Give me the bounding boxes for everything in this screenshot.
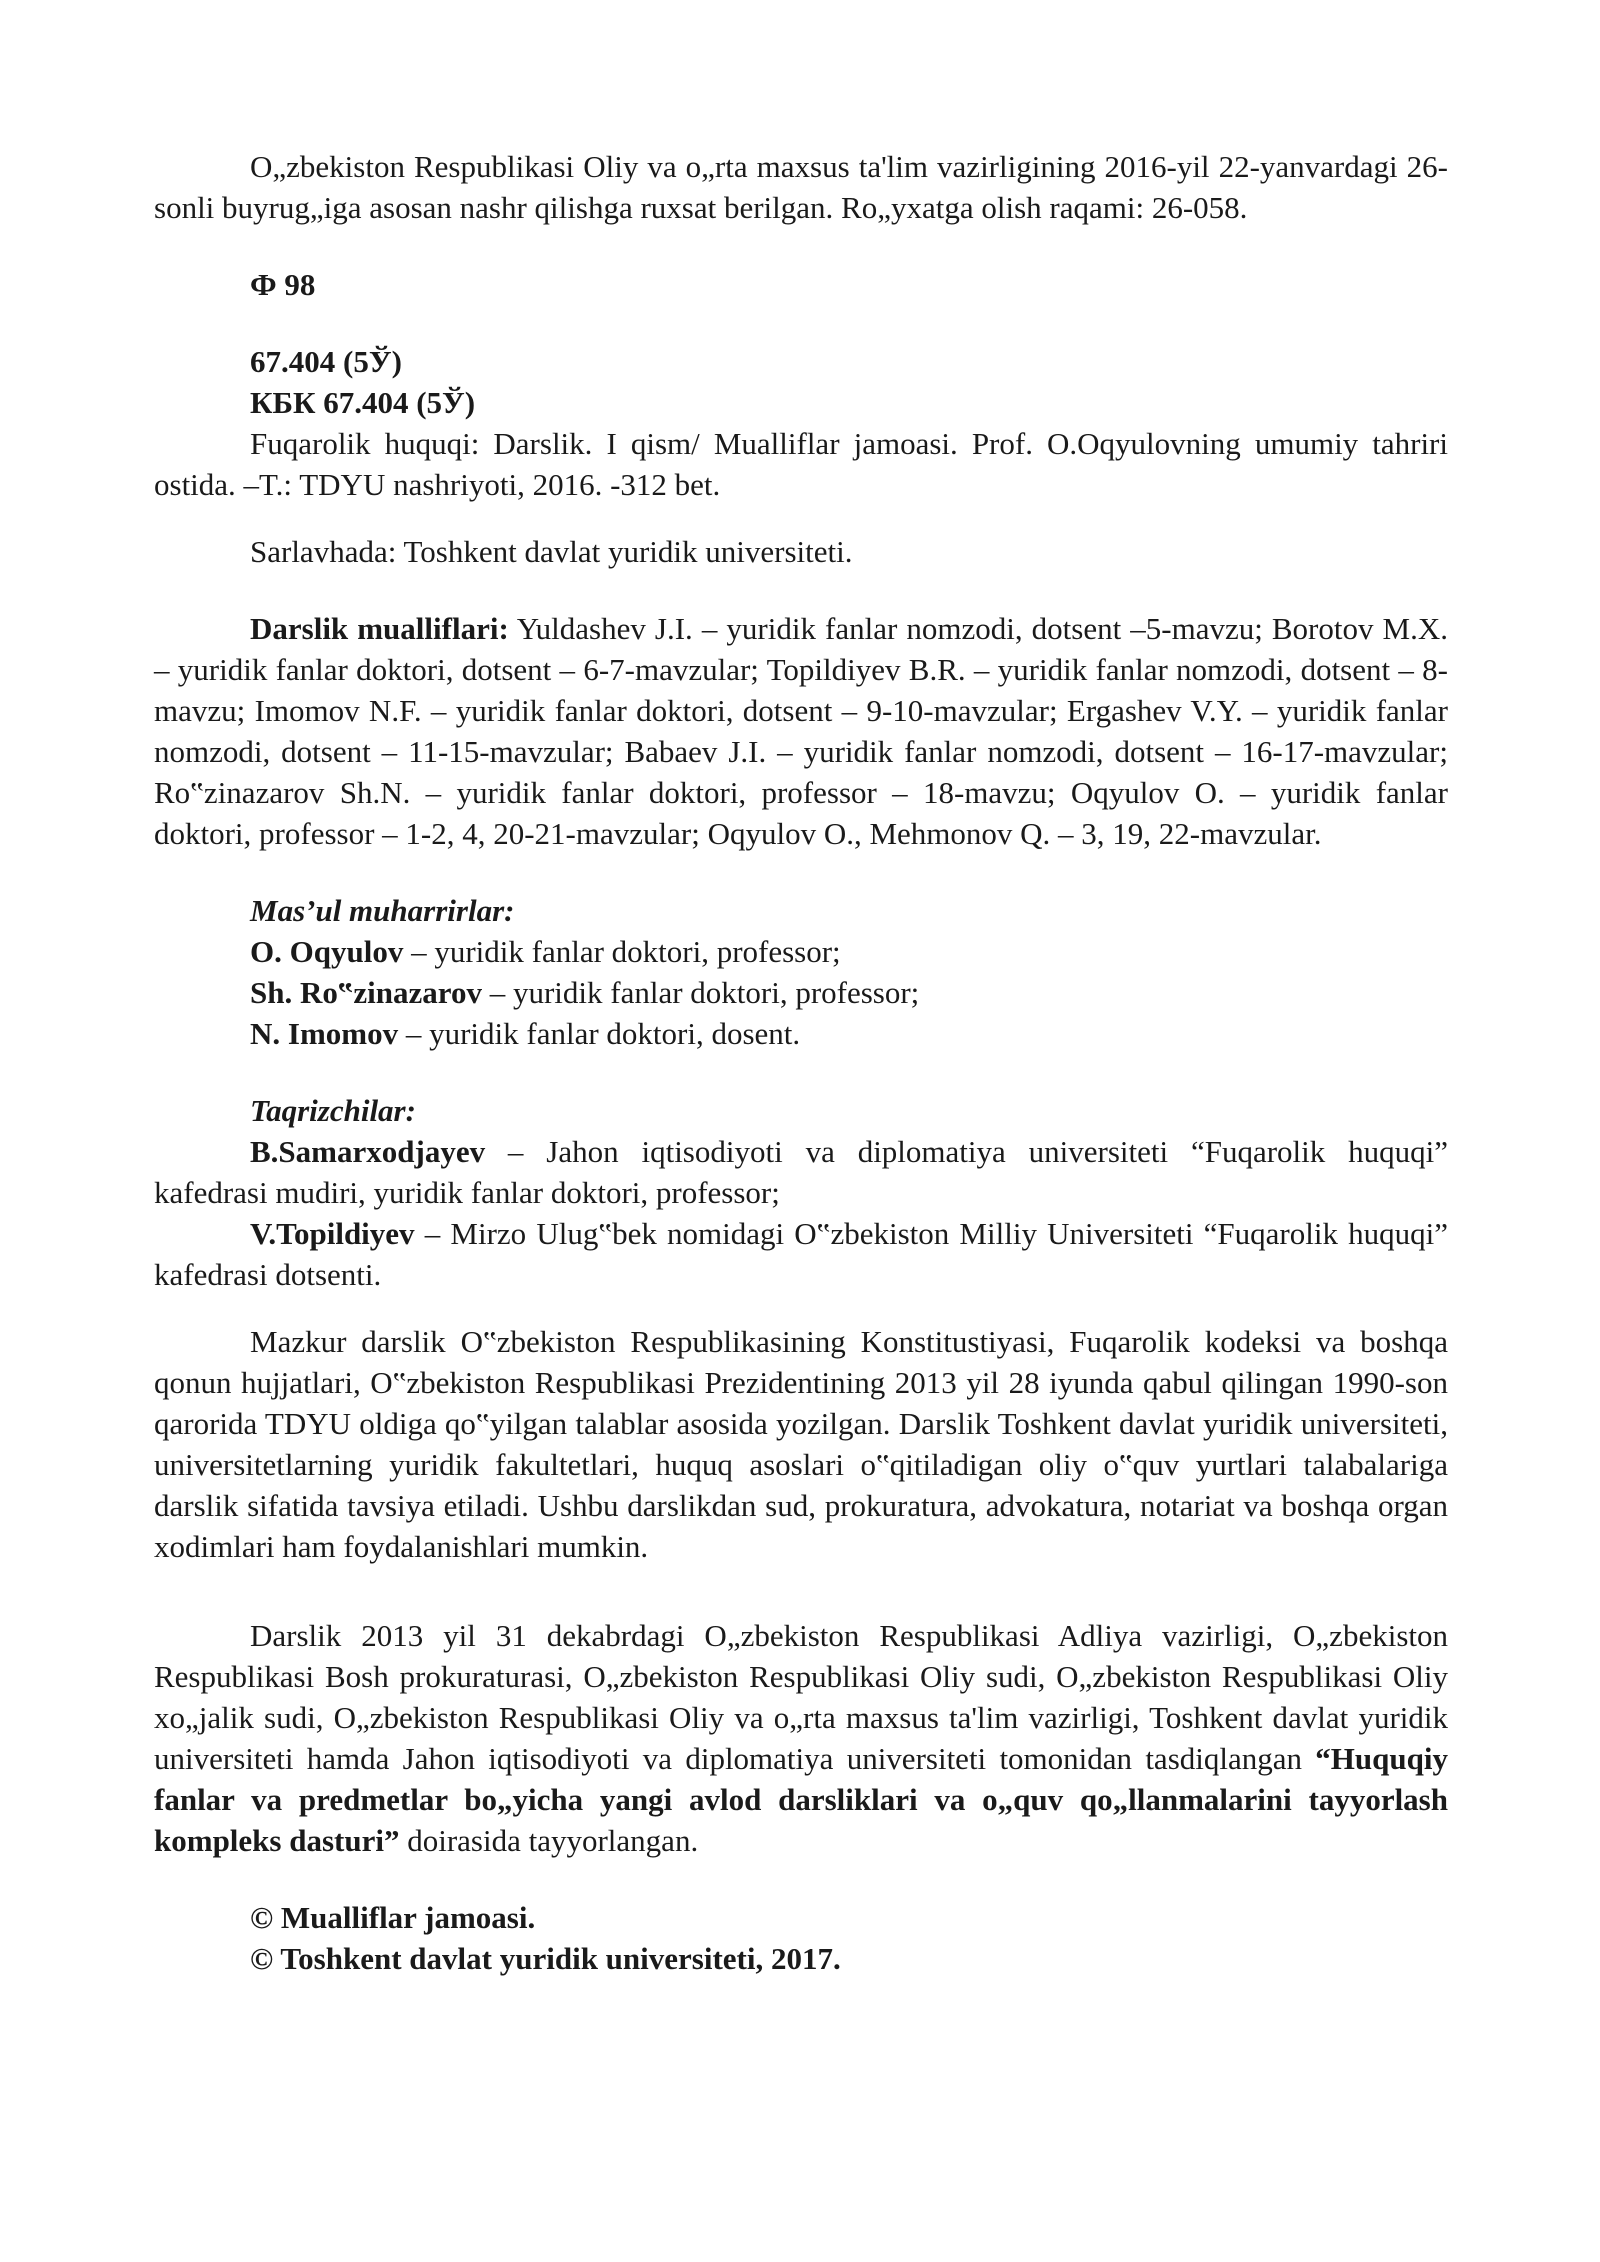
description-paragraph: Mazkur darslik O‟zbekiston Respublikasining Konstitustiyasi, Fuqarolik kodeksi va boshqa qonun hujjatlari, O‟zbekiston Respublikasi Prezidentining 2013 yil 28 iyunda qabul qilingan 1990-son qarorida TDYU oldiga qo‟yilgan talablar asosida yozilgan. Darslik Toshkent davlat yuridik universiteti, universitetlarning yuridik fakultetlari, huquq asoslari o‟qitiladigan oliy o‟quv yurtlari talabalariga darslik sifatida tavsiya etiladi. Ushbu darslikdan sud, prokuratura, advokatura, notariat va boshqa organ xodimlari ham foydalanishlari mumkin. (154, 1324, 1448, 1564)
program-text-after: doirasida tayyorlangan. (399, 1823, 699, 1858)
header-note: Sarlavhada: Toshkent davlat yuridik universiteti. (250, 534, 853, 569)
reviewer-item (154, 1131, 1448, 1213)
editors-heading: Mas’ul muharrirlar: (250, 893, 515, 928)
program-title: “Huquqiy fanlar va predmetlar bo„yicha yangi avlod darsliklari va o„quv qo„llanmalarini tayyorlash kompleks dasturi” (154, 1741, 1448, 1858)
reviewer-name: B.Samarxodjayev (250, 1134, 486, 1169)
reviewer-name: V.Topildiyev (250, 1216, 415, 1251)
reviewers-heading: Taqrizchilar: (250, 1093, 416, 1128)
citation-paragraph: Fuqarolik huquqi: Darslik. I qism/ Mualliflar jamoasi. Prof. O.Oqyulovning umumiy tahriri ostida. –T.: TDYU nashriyoti, 2016. -312 bet. (154, 426, 1448, 502)
editor-name: N. Imomov (250, 1016, 399, 1051)
copyright-authors: © Mualliflar jamoasi. (250, 1900, 536, 1935)
reviewer-role: – Mirzo Ulug‟bek nomidagi O‟zbekiston Milliy Universiteti “Fuqarolik huquqi” kafedrasi dotsenti. (154, 1216, 1448, 1292)
editor-role: – yuridik fanlar doktori, dosent. (398, 1016, 801, 1051)
reviewer-item (154, 1213, 1448, 1295)
editor-item (154, 972, 1448, 1013)
index-code-f: Ф 98 (250, 267, 316, 302)
editor-item (154, 1013, 1448, 1054)
index-code-kbk: КБК 67.404 (5Ў) (250, 385, 476, 420)
authors-paragraph (154, 608, 1448, 854)
authors-label: Darslik mualliflari: (250, 611, 509, 646)
editor-role: – yuridik fanlar doktori, professor; (403, 934, 841, 969)
approval-paragraph: O„zbekiston Respublikasi Oliy va o„rta maxsus ta'lim vazirligining 2016-yil 22-yanvardagi 26-sonli buyrug„iga asosan nashr qilishga ruxsat berilgan. Ro„yxatga olish raqami: 26-058. (154, 149, 1448, 225)
index-code-udk: 67.404 (5Ў) (250, 344, 402, 379)
editor-item (154, 931, 1448, 972)
authors-list: Yuldashev J.I. – yuridik fanlar nomzodi, dotsent –5-mavzu; Borotov M.X. – yuridik fanlar doktori, dotsent – 6-7-mavzular; Topildiyev B.R. – yuridik fanlar nomzodi, dotsent – 8-mavzu; Imomov N.F. – yuridik fanlar doktori, dotsent – 9-10-mavzular; Ergashev V.Y. – yuridik fanlar nomzodi, dotsent – 11-15-mavzular; Babaev J.I. – yuridik fanlar nomzodi, dotsent – 16-17-mavzular; Ro‟zinazarov Sh.N. – yuridik fanlar doktori, professor – 18-mavzu; Oqyulov O. – yuridik fanlar doktori, professor – 1-2, 4, 20-21-mavzular; Oqyulov O., Mehmonov Q. – 3, 19, 22-mavzular. (154, 611, 1449, 851)
editor-role: – yuridik fanlar doktori, professor; (481, 975, 920, 1010)
program-text-before: Darslik 2013 yil 31 dekabrdagi O„zbekiston Respublikasi Adliya vazirligi, O„zbekiston Respublikasi Bosh prokuraturasi, O„zbekiston Respublikasi Oliy sudi, O„zbekiston Respublikasi Oliy xo„jalik sudi, O„zbekiston Respublikasi Oliy va o„rta maxsus ta'lim vazirligi, Toshkent davlat yuridik universiteti hamda Jahon iqtisodiyoti va diplomatiya universiteti tomonidan tasdiqlangan (154, 1618, 1448, 1776)
reviewer-role: – Jahon iqtisodiyoti va diplomatiya universiteti “Fuqarolik huquqi” kafedrasi mudiri, yuridik fanlar doktori, professor; (154, 1134, 1448, 1210)
editor-name: Sh. Ro‟zinazarov (250, 975, 482, 1010)
editor-name: O. Oqyulov (250, 934, 404, 969)
program-paragraph (154, 1615, 1448, 1861)
copyright-university: © Toshkent davlat yuridik universiteti, 2017. (250, 1941, 841, 1976)
